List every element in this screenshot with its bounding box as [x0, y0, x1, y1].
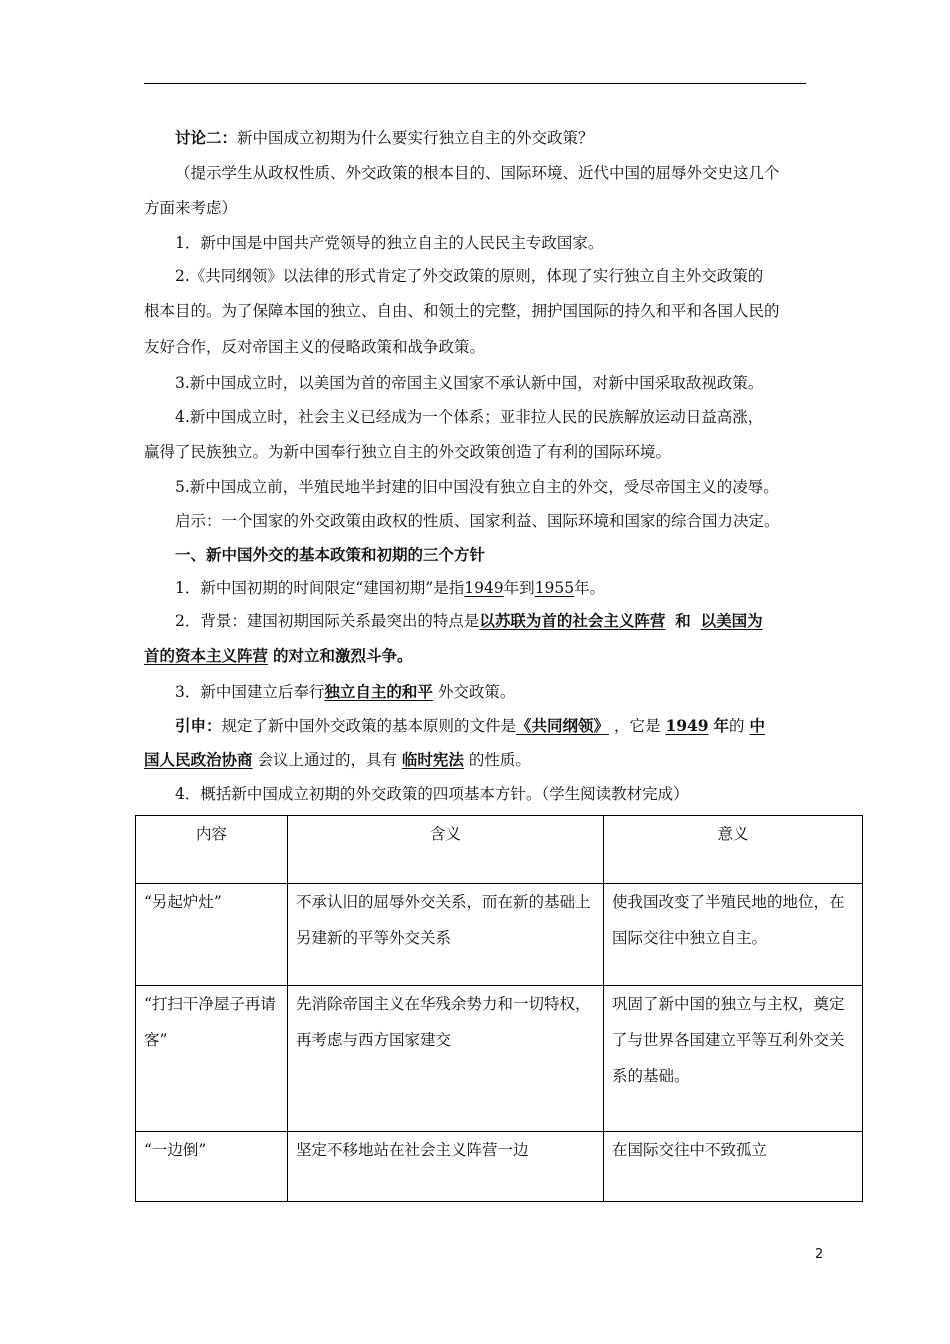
- header-meaning: 含义: [288, 816, 604, 884]
- cell-meaning: 不承认旧的屈辱外交关系，而在新的基础上另建新的平等外交关系: [288, 884, 604, 986]
- answer-capitalist-camp-part2: 首的资本主义阵营: [144, 646, 269, 665]
- cell-significance: 在国际交往中不致孤立: [604, 1132, 863, 1202]
- question-3: 3．新中国建立后奉行独立自主的和平 外交政策。: [175, 682, 516, 701]
- discussion-label: 讨论二：: [175, 128, 238, 147]
- point-2-line-2: 根本目的。为了保障本国的独立、自由、和领土的完整，拥护国国际的持久和平和各国人民的: [144, 302, 780, 320]
- answer-year-end: 1955: [534, 579, 575, 597]
- section-heading: 一、新中国外交的基本政策和初期的三个方针: [175, 545, 486, 564]
- question-1: 1．新中国初期的时间限定“建国初期”是指1949年到1955年。: [175, 579, 606, 597]
- header-rule: [144, 83, 806, 84]
- answer-year: 1949: [665, 716, 709, 735]
- answer-nature: 临时宪法: [401, 750, 464, 769]
- discussion-question: 讨论二：新中国成立初期为什么要实行独立自主的外交政策？: [175, 128, 594, 147]
- table-header-row: [136, 816, 863, 884]
- question-2-line-1: 2．背景：建国初期国际关系最突出的特点是以苏联为首的社会主义阵营 和 以美国为: [175, 611, 763, 630]
- answer-policy: 独立自主的和平: [324, 682, 433, 701]
- question-2-line-2: 首的资本主义阵营 的对立和激烈斗争。: [144, 646, 413, 665]
- question-4: 4．概括新中国成立初期的外交政策的四项基本方针。（学生阅读教材完成）: [175, 785, 689, 803]
- hint-line-1: （提示学生从政权性质、外交政策的根本目的、国际环境、近代中国的屈辱外交史这几个: [175, 164, 780, 182]
- point-4-line-2: 赢得了民族独立。为新中国奉行独立自主的外交政策创造了有利的国际环境。: [144, 443, 672, 461]
- answer-capitalist-camp-part1: 以美国为: [700, 611, 763, 630]
- cell-content: “另起炉灶”: [136, 884, 288, 986]
- table-row: [136, 884, 863, 986]
- answer-socialist-camp: 以苏联为首的社会主义阵营: [479, 611, 666, 630]
- cell-significance: 巩固了新中国的独立与主权，奠定了与世界各国建立平等互利外交关系的基础。: [604, 986, 863, 1132]
- insight: 启示：一个国家的外交政策由政权的性质、国家利益、国际环境和国家的综合国力决定。: [175, 512, 780, 530]
- table-row: [136, 1132, 863, 1202]
- extension-line-2: 国人民政治协商 会议上通过的，具有 临时宪法 的性质。: [144, 750, 531, 769]
- cell-meaning: 坚定不移地站在社会主义阵营一边: [288, 1132, 604, 1202]
- point-4-line-1: 4.新中国成立时，社会主义已经成为一个体系；亚非拉人民的民族解放运动日益高涨，: [175, 408, 764, 426]
- answer-year-start: 1949: [464, 579, 504, 597]
- header-content: 内容: [136, 816, 288, 884]
- cell-content: “打扫干净屋子再请客”: [136, 986, 288, 1132]
- hint-line-2: 方面来考虑）: [144, 199, 238, 217]
- point-2-line-1: 2.《共同纲领》以法律的形式肯定了外交政策的原则，体现了实行独立自主外交政策的: [175, 267, 764, 285]
- answer-document: 《共同纲领》: [516, 716, 610, 735]
- point-3: 3.新中国成立时，以美国为首的帝国主义国家不承认新中国，对新中国采取敌视政策。: [175, 374, 764, 392]
- cell-content: “一边倒”: [136, 1132, 288, 1202]
- table-row: [136, 986, 863, 1132]
- cell-meaning: 先消除帝国主义在华残余势力和一切特权，再考虑与西方国家建交: [288, 986, 604, 1132]
- header-significance: 意义: [604, 816, 863, 884]
- answer-conference: 国人民政治协商: [144, 750, 253, 769]
- point-2-line-3: 友好合作，反对帝国主义的侵略政策和战争政策。: [144, 338, 486, 356]
- cell-significance: 使我国改变了半殖民地的地位，在国际交往中独立自主。: [604, 884, 863, 986]
- extension-line-1: 引申：规定了新中国外交政策的基本原则的文件是《共同纲领》 ，它是 1949 年的 中: [175, 716, 765, 735]
- point-5: 5.新中国成立前，半殖民地半封建的旧中国没有独立自主的外交，受尽帝国主义的凌辱。: [175, 478, 779, 496]
- point-1: 1．新中国是中国共产党领导的独立自主的人民民主专政国家。: [175, 234, 604, 252]
- policy-table: [135, 815, 863, 1202]
- page-number: 2: [815, 1247, 824, 1262]
